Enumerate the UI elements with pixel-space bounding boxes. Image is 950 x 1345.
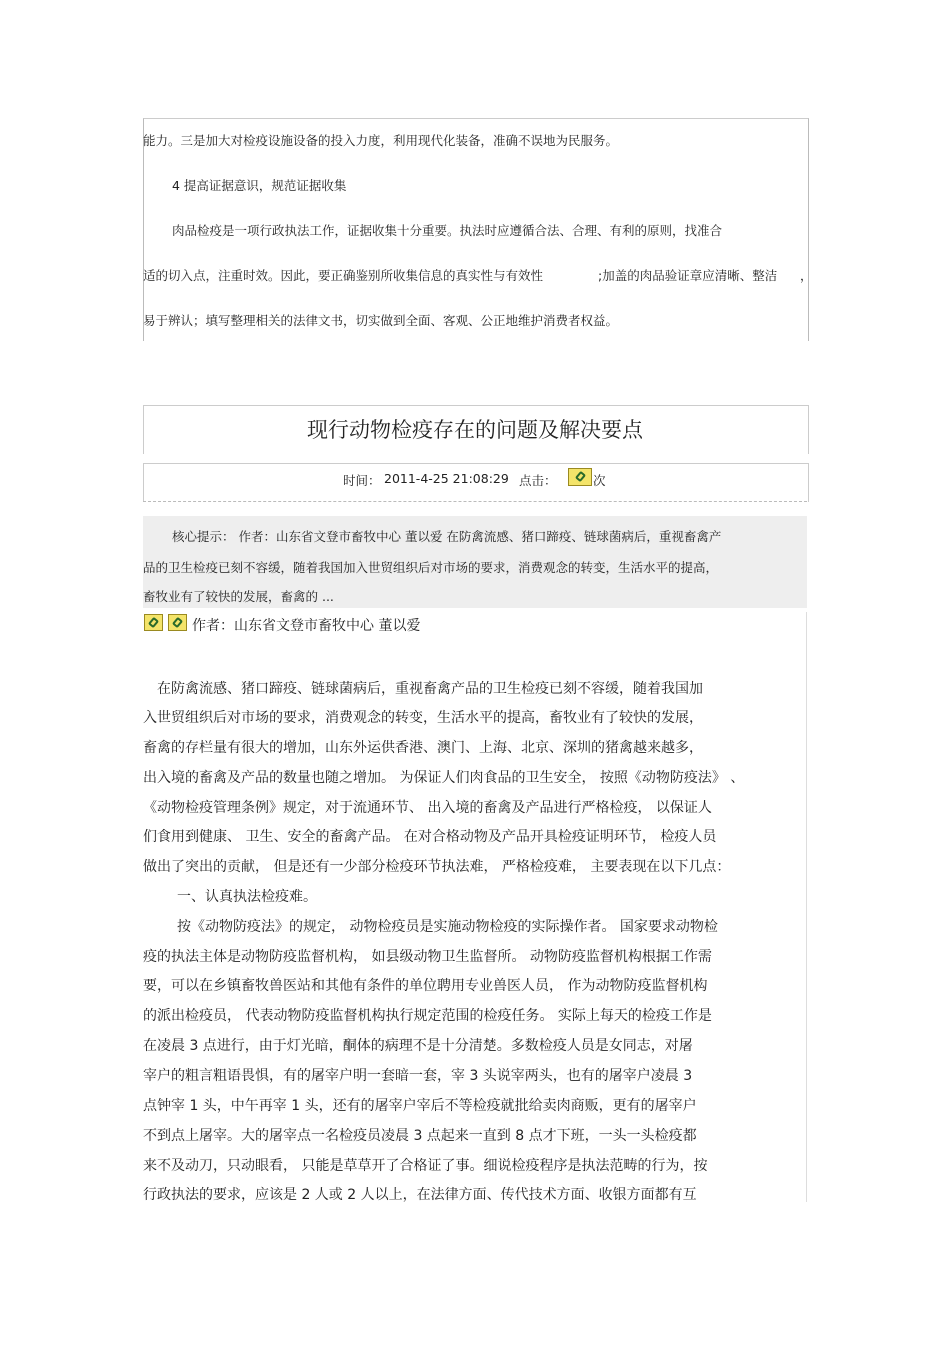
summary-line: 核心提示： 作者：山东省文登市畜牧中心 董以爱 在防禽流感、猪口蹄疫、链球菌病后，重视畜禽产 <box>172 529 722 544</box>
top-paragraph-line: 肉品检疫是一项行政执法工作，证据收集十分重要。执法时应遵循合法、合理、有利的原则，找准合 <box>172 223 723 238</box>
body-line: 疫的执法主体是动物防疫监督机构， 如县级动物卫生监督所。 动物防疫监督机构根据工作需 <box>143 949 712 965</box>
author-line: 作者：山东省文登市畜牧中心 董以爱 <box>192 618 421 634</box>
body-line: 在凌晨 3 点进行，由于灯光暗，酮体的病理不是十分清楚。多数检疫人员是女同志，对屠 <box>143 1038 693 1054</box>
body-line: 做出了突出的贡献， 但是还有一少部分检疫环节执法难， 严格检疫难， 主要表现在以下几点： <box>143 859 731 875</box>
body-line: 来不及动刀，只动眼看， 只能是草草开了合格证了事。细说检疫程序是执法范畴的行为，按 <box>143 1158 708 1174</box>
time-value: 2011-4-25 21:08:29 <box>384 471 509 486</box>
body-line: 按《动物防疫法》的规定， 动物检疫员是实施动物检疫的实际操作者。 国家要求动物检 <box>177 919 718 935</box>
body-line: 《动物检疫管理条例》规定，对于流通环节、 出入境的畜禽及产品进行严格检疫， 以保证人 <box>143 800 712 816</box>
body-line: 点钟宰 1 头，中午再宰 1 头，还有的屠宰户宰后不等检疫就批给卖肉商贩，更有的屠宰户 <box>143 1098 697 1114</box>
body-line: 的派出检疫员， 代表动物防疫监督机构执行规定范围的检疫任务。 实际上每天的检疫工作是 <box>143 1008 712 1024</box>
body-line: 要，可以在乡镇畜牧兽医站和其他有条件的单位聘用专业兽医人员， 作为动物防疫监督机构 <box>143 978 708 994</box>
section-heading: 4 提高证据意识，规范证据收集 <box>172 178 347 193</box>
summary-line: 畜牧业有了较快的发展，畜禽的 ... <box>143 589 334 604</box>
time-label: 时间： <box>343 473 381 488</box>
body-line: 不到点上屠宰。大的屠宰点一名检疫员凌晨 3 点起来一直到 8 点才下班，一头一头检疫都 <box>143 1128 697 1144</box>
image-icon <box>144 614 163 631</box>
right-border <box>806 612 807 1202</box>
body-line: 在防禽流感、猪口蹄疫、链球菌病后，重视畜禽产品的卫生检疫已刻不容缓，随着我国加 <box>157 681 703 697</box>
article-title: 现行动物检疫存在的问题及解决要点 <box>307 418 643 442</box>
body-heading: 一、认真执法检疫难。 <box>177 889 317 905</box>
top-paragraph-line: 能力。三是加大对检疫设施设备的投入力度，利用现代化装备，准确不误地为民服务。 <box>143 133 619 148</box>
body-line: 入世贸组织后对市场的要求，消费观念的转变，生活水平的提高，畜牧业有了较快的发展， <box>143 710 703 726</box>
clicks-unit: 次 <box>593 473 606 488</box>
top-paragraph-line: ， <box>800 268 813 283</box>
image-icon <box>168 614 187 631</box>
body-line: 宰户的粗言粗语畏惧，有的屠宰户明一套暗一套，宰 3 头说宰两头，也有的屠宰户凌晨 3 <box>143 1068 693 1084</box>
top-paragraph-line: 适的切入点，注重时效。因此，要正确鉴别所收集信息的真实性与有效性 <box>143 268 544 283</box>
top-paragraph-line: ;加盖的肉品验证章应清晰、整洁 <box>598 268 778 283</box>
top-paragraph-line: 易于辨认；填写整理相关的法律文书，切实做到全面、客观、公正地维护消费者权益。 <box>143 313 619 328</box>
counter-icon <box>568 468 592 486</box>
body-line: 畜禽的存栏量有很大的增加，山东外运供香港、澳门、上海、北京、深圳的猪禽越来越多， <box>143 740 703 756</box>
divider <box>143 501 807 502</box>
clicks-label: 点击： <box>519 473 557 488</box>
summary-line: 品的卫生检疫已刻不容缓，随着我国加入世贸组织后对市场的要求，消费观念的转变，生活水平的提高， <box>143 560 719 575</box>
body-line: 们食用到健康、 卫生、安全的畜禽产品。 在对合格动物及产品开具检疫证明环节， 检疫人员 <box>143 829 717 845</box>
body-line: 行政执法的要求，应该是 2 人或 2 人以上，在法律方面、传代技术方面、收银方面都有互 <box>143 1187 697 1203</box>
body-line: 出入境的畜禽及产品的数量也随之增加。 为保证人们肉食品的卫生安全， 按照《动物防疫法》 、 <box>143 770 745 786</box>
